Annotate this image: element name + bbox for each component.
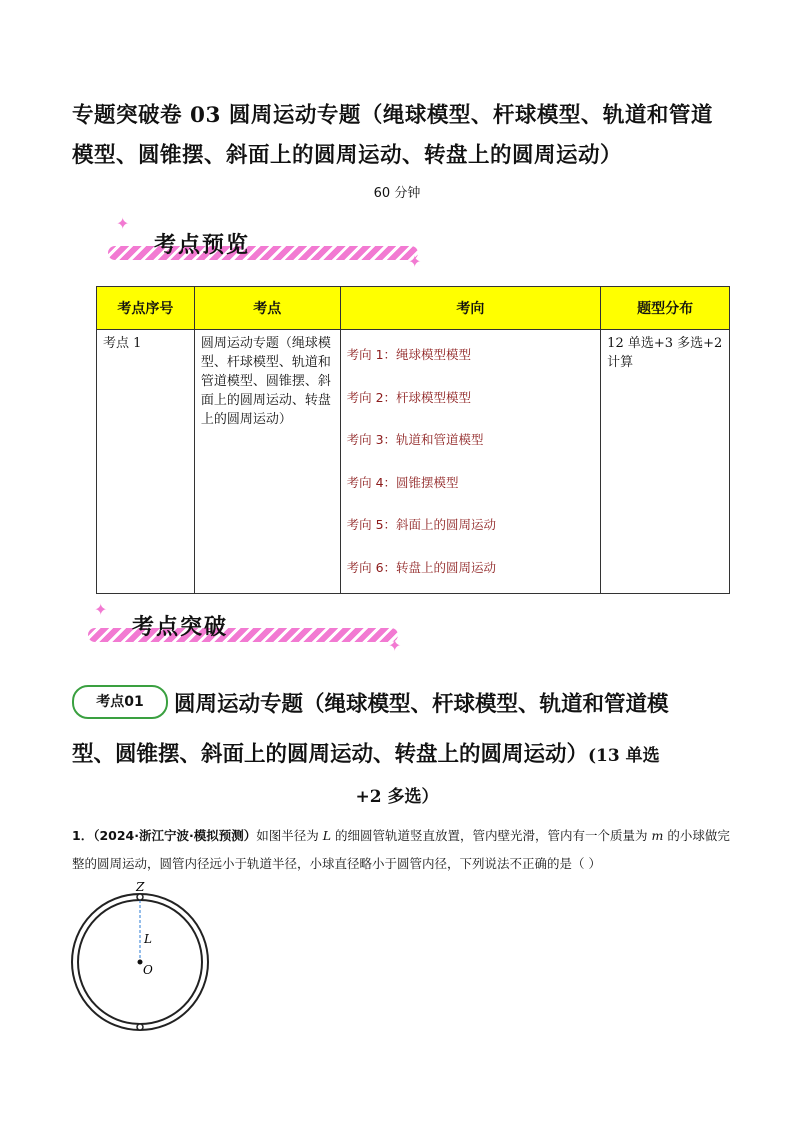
section-count: (13 单选 (588, 746, 660, 766)
header-cell: 考向 (340, 287, 601, 330)
duration-text: 60 分钟 (373, 186, 421, 201)
section-heading-line2: 型、圆锥摆、斜面上的圆周运动、转盘上的圆周运动） (72, 742, 589, 767)
topic-id-cell: 考点 1 (97, 330, 195, 594)
question-text: 的小球做完整的圆周运动，圆管内径远小于轨道半径，小球直径略小于圆管内径，下列说法不正确的是（ ） (72, 828, 730, 871)
question-text: 如图半径为 (256, 828, 323, 843)
sparkle-icon: ✦ (116, 214, 130, 233)
header-cell: 考点序号 (97, 287, 195, 330)
question-text: 的细圆管轨道竖直放置，管内壁光滑，管内有一个质量为 (331, 828, 652, 843)
direction-item: 考向 5：斜面上的圆周运动 (346, 517, 497, 532)
question-1 (72, 822, 732, 878)
breakthrough-banner (88, 600, 408, 664)
label-l: L (144, 932, 152, 946)
topic-cell: 圆周运动专题（绳球模型、杆球模型、轨道和管道模型、圆锥摆、斜面上的圆周运动、转盘上的圆周运动） (194, 330, 340, 594)
variable-m: m (651, 828, 664, 843)
direction-item: 考向 1：绳球模型模型 (346, 347, 472, 362)
distribution-cell: 12 单选+3 多选+2 计算 (601, 330, 730, 594)
breakthrough-banner-label: 考点突破 (132, 615, 229, 640)
direction-item: 考向 4：圆锥摆模型 (346, 474, 459, 490)
table-header-row (97, 287, 730, 330)
header-cell: 考点 (194, 287, 340, 330)
overview-banner (108, 212, 428, 276)
center-point (138, 960, 143, 965)
ball-bottom (137, 1024, 143, 1030)
direction-item: 考向 6：转盘上的圆周运动 (346, 559, 497, 575)
label-o: O (143, 963, 153, 977)
question-number: 1． (72, 828, 94, 843)
question-source: （2024·浙江宁波·模拟预测） (93, 828, 257, 843)
section-badge: 考点01 (72, 685, 168, 719)
tube-track-figure (70, 880, 220, 1040)
sparkle-icon: ✦ (94, 600, 108, 619)
sparkle-icon: ✦ (388, 636, 402, 655)
section-count-line: +2 多选） (355, 787, 439, 807)
variable-L: L (322, 828, 332, 843)
overview-table (96, 286, 730, 594)
sparkle-icon: ✦ (408, 252, 422, 271)
table-row (97, 330, 730, 594)
directions-cell (340, 330, 601, 594)
overview-banner-label: 考点预览 (154, 233, 251, 258)
ball-top (137, 894, 143, 900)
direction-item: 考向 2：杆球模型模型 (346, 389, 472, 405)
header-cell: 题型分布 (601, 287, 730, 330)
label-z: Z (136, 880, 145, 894)
section-heading (72, 680, 732, 781)
direction-item: 考向 3：轨道和管道模型 (346, 432, 484, 447)
document-title: 专题突破卷 03 圆周运动专题（绳球模型、杆球模型、轨道和管道模型、圆锥摆、斜面上的圆周运动、转盘上的圆周运动） (72, 103, 713, 168)
section-heading-line1: 圆周运动专题（绳球模型、杆球模型、轨道和管道模 (174, 692, 669, 717)
